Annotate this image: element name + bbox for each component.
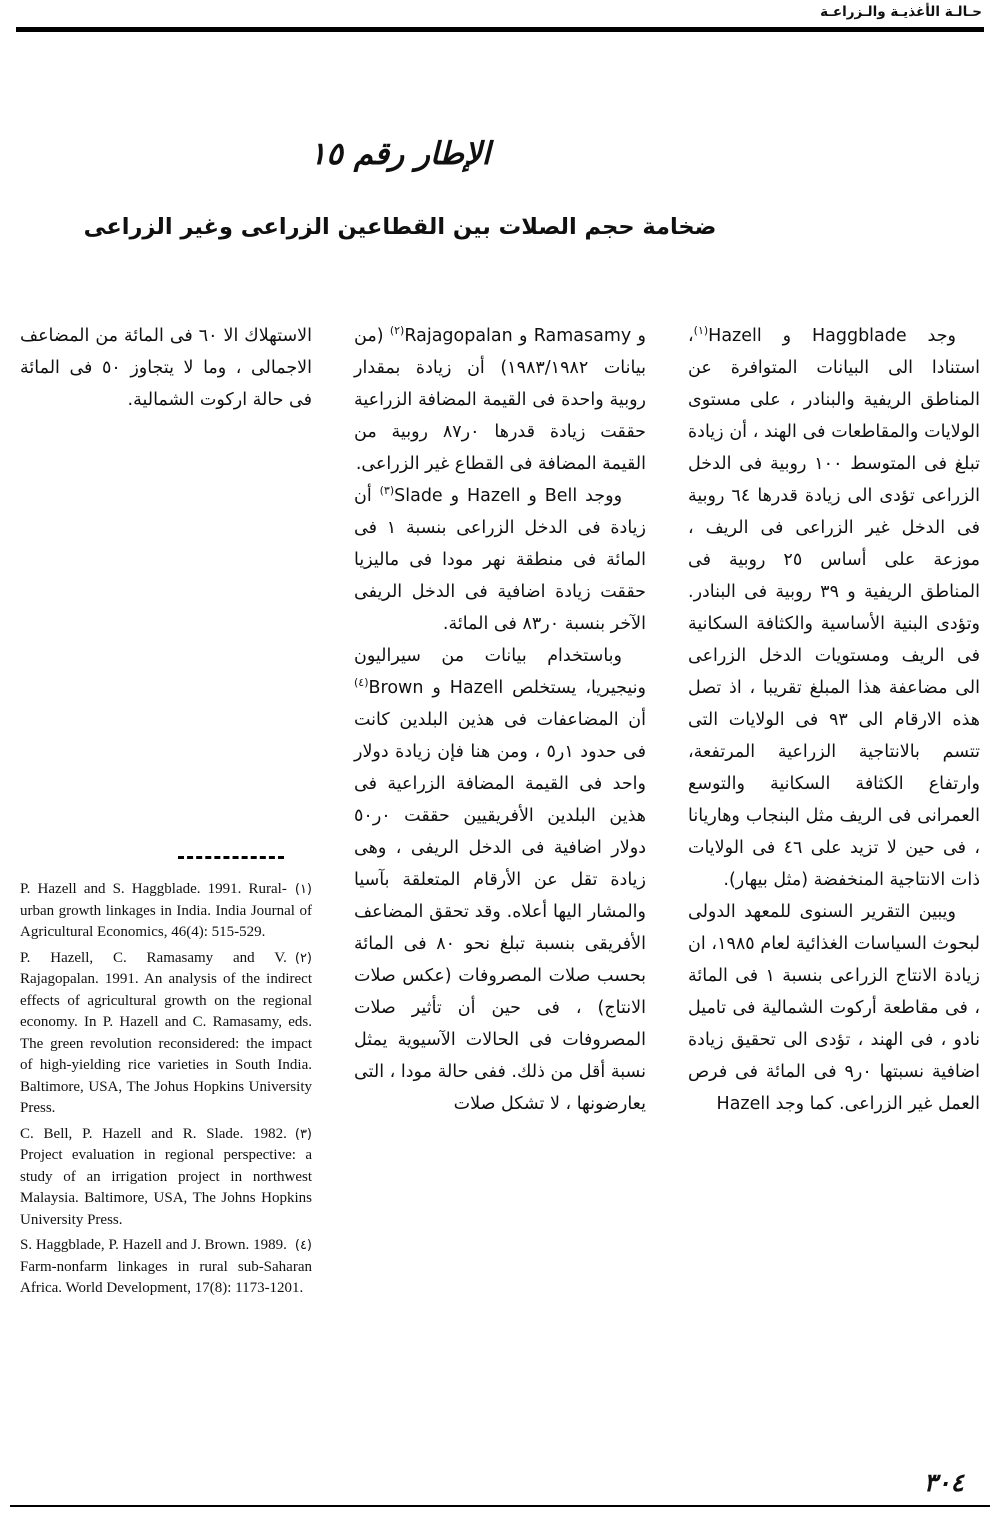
page-number: ٣٠٤ (923, 1468, 964, 1497)
paragraph: الاستهلاك الا ٦٠ فى المائة من المضاعف الاجمالى ، وما لا يتجاوز ٥٠ فى المائة فى حالة اركوت الشمالية. (20, 326, 313, 410)
footnote-2 (20, 948, 312, 1120)
paragraph-text: (من بيانات ١٩٨٣/١٩٨٢) أن زيادة بمقدار روبية واحدة فى القيمة المضافة الزراعية حققت زيادة قدرها ٠ر٨٧ روبية من القيمة المضافة فى القطاع غير الزراعى. (354, 326, 646, 474)
footnote-ref-4: (٤) (354, 676, 369, 690)
column-1 (688, 320, 980, 1432)
footnotes (20, 879, 312, 1300)
column-3 (20, 320, 312, 1432)
text-columns (20, 320, 980, 1432)
footnote-1 (20, 879, 312, 944)
footnote-4 (20, 1235, 312, 1300)
footnote-marker: (٢) (294, 950, 312, 966)
box-title: ضخامة حجم الصلات بين القطاعين الزراعى وغير الزراعى (83, 214, 717, 240)
box-heading (20, 136, 780, 240)
paragraph-text: ووجد Bell و Hazell و Slade (394, 486, 623, 506)
footnote-area (20, 856, 312, 1304)
column-2 (354, 320, 646, 1432)
footnote-marker: (١) (294, 882, 312, 897)
footnote-text: P. Hazell and S. Haggblade. 1991. Rural-urban growth linkages in India. India Journal of Agricultural Economics, 46(4): 515-529. (20, 881, 312, 940)
footnote-marker: (٣) (294, 1126, 312, 1142)
paragraph-text: و Ramasamy و Rajagopalan (404, 326, 647, 346)
footnote-separator-rule (178, 856, 284, 859)
paragraph-text: وباستخدام بيانات من سيراليون ونيجيريا، يستخلص Hazell و Brown (354, 646, 647, 698)
paragraph-text: ، استنادا الى البيانات المتوافرة عن المناطق الريفية والبنادر ، على مستوى الولايات والمقاطعات فى الهند ، أن زيادة تبلغ فى المتوسط ١٠٠ روبية فى الدخل الزراعى تؤدى الى زيادة قدرها ٦٤ روبية فى الدخل غير الزراعى فى الريف ، موزعة على أساس ٢٥ روبية فى المناطق الريفية و ٣٩ روبية فى البنادر. وتؤدى البنية الأساسية والكثافة السكانية فى الريف ومستويات الدخل الزراعى الى مضاعفة هذا المبلغ تقريبا ، اذ تصل هذه الارقام الى ٩٣ فى الولايات التى تتسم بالانتاجية الزراعية المرتفعة، وارتفاع الكثافة السكانية والتوسع العمرانى فى الريف مثل البنجاب وهاريانا ، فى حين لا تزيد على ٤٦ فى الولايات ذات الانتاجية المنخفضة (مثل بيهار). (688, 326, 981, 890)
running-header: حـالـة الأغذيـة والـزراعـة (820, 4, 982, 20)
footnote-ref-3: (٣) (379, 484, 395, 498)
paragraph-text: وجد Haggblade و Hazell (708, 326, 956, 346)
box-kicker: الإطار رقم ١٥ (309, 136, 491, 172)
footnote-text: C. Bell, P. Hazell and R. Slade. 1982. Project evaluation in regional perspective: a study of an irrigation project in northwest Malaysia. Baltimore, USA, The Johns Hopkins University Press. (20, 1125, 312, 1228)
paragraph (354, 640, 646, 1120)
paragraph-text: أن المضاعفات فى هذين البلدين كانت فى حدود ١ر٥ ، ومن هنا فإن زيادة دولار واحد فى القيمة المضافة الزراعية فى هذين البلدين الأفريقيين حققت ٠ر٥٠ دولار اضافية فى الدخل الريفى ، وهى زيادة تقل عن الأرقام المتعلقة بآسيا والمشار اليها أعلاه. وقد تحقق المضاعف الأفريقى بنسبة تبلغ نحو ٨٠ فى المائة بحسب صلات المصروفات (عكس صلات الانتاج) ، فى حين أن تأثير صلات المصروفات فى الحالات الآسيوية يمثل نسبة أقل من ذلك. ففى حالة مودا ، التى يعارضونها ، لا تشكل صلات (354, 710, 646, 1114)
footnote-3 (20, 1124, 312, 1232)
footnote-ref-2: (٢) (389, 324, 405, 338)
footnote-ref-1: (١) (693, 324, 709, 338)
paragraph (354, 480, 646, 640)
paragraph-text: أن زيادة فى الدخل الزراعى بنسبة ١ فى المائة فى منطقة نهر مودا فى ماليزيا حققت زيادة اضافية فى الدخل الريفى الآخر بنسبة ٠ر٨٣ فى المائة. (354, 486, 647, 634)
footnote-marker: (٤) (294, 1238, 312, 1253)
footer-rule (10, 1505, 990, 1507)
paragraph (688, 320, 980, 896)
footnote-text: P. Hazell, C. Ramasamy and V. Rajagopalan. 1991. An analysis of the indirect effects of agricultural growth on the regional economy. In P. Hazell and C. Ramasamy, eds. The green revolution reconsidered: the impact of high-yielding rice varieties in South India. Baltimore, USA, The Johus Hopkins University Press. (20, 949, 312, 1116)
paragraph: ويبين التقرير السنوى للمعهد الدولى لبحوث السياسات الغذائية لعام ١٩٨٥، ان زيادة الانتاج الزراعى بنسبة ١ فى المائة ، فى مقاطعة أركوت الشمالية فى تاميل نادو ، فى الهند ، تؤدى الى تحقيق زيادة اضافية نسبتها ٠ر٩ فى المائة فى فرص العمل غير الزراعى. كما وجد Hazell (688, 902, 980, 1114)
paragraph (354, 320, 646, 480)
footnote-text: S. Haggblade, P. Hazell and J. Brown. 1989. Farm-nonfarm linkages in rural sub-Saharan Africa. World Development, 17(8): 1173-1201. (20, 1237, 312, 1296)
header-rule (16, 27, 984, 32)
